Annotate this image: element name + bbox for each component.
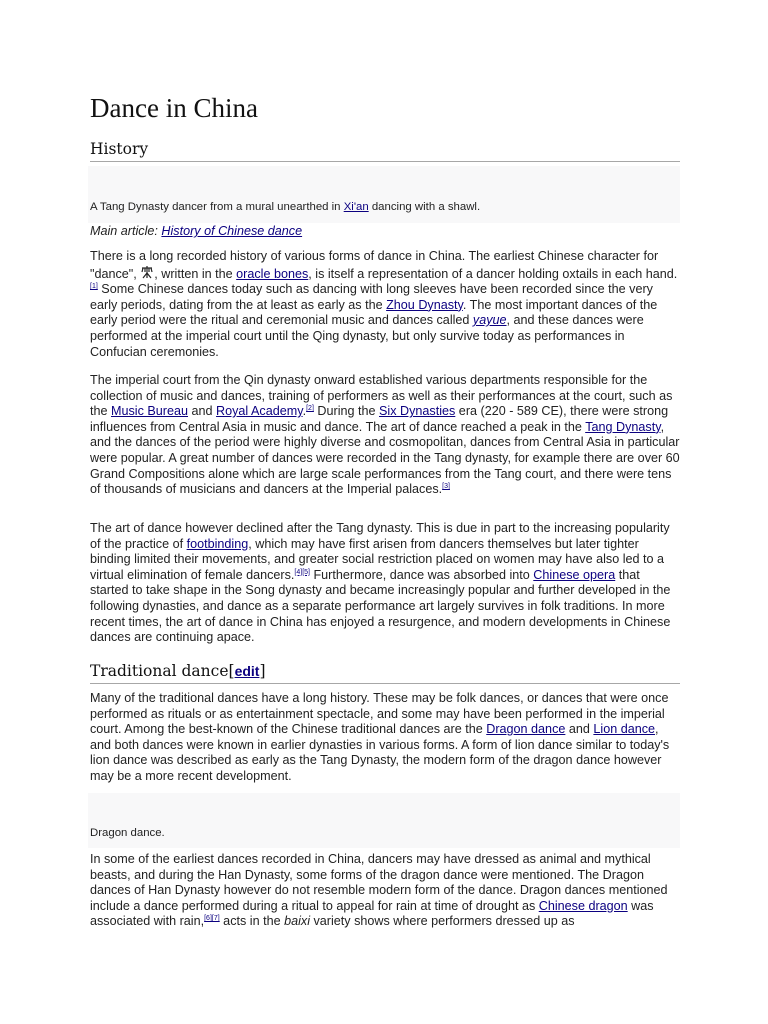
figure-caption: Dragon dance. [90, 827, 165, 839]
link-footbinding[interactable]: footbinding [186, 536, 249, 551]
reference-4-5[interactable]: [4][5] [294, 568, 310, 576]
link-zhou-dynasty[interactable]: Zhou Dynasty [386, 297, 463, 312]
link-yayue[interactable]: yayue [472, 313, 507, 328]
history-paragraph-1: There is a long recorded history of various forms of dance in China. The earliest Chinese character for "dance", , written in the oracle bones, is itself a representation of a dancer holding oxtails in each hand.[1] Some Chinese dances today such as dancing with long sleeves have been recorded since the very early periods, dating from the at least as early as the Zhou Dynasty. The most important dances of the early period were the ritual and ceremonial music and dances called yayue, and these dances were performed at the imperial court until the Qing dynasty, but only survive today as performances in Confucian ceremonies. [90, 249, 678, 359]
reference-6-7[interactable]: [6][7] [204, 915, 220, 923]
link-tang-dynasty[interactable]: Tang Dynasty [585, 419, 661, 434]
reference-1[interactable]: [1] [90, 283, 98, 291]
section-heading-traditional-dance: Traditional dance[edit] [90, 661, 680, 684]
link-history-of-chinese-dance[interactable]: History of Chinese dance [161, 224, 303, 238]
link-chinese-dragon[interactable]: Chinese dragon [538, 898, 628, 913]
traditional-paragraph-1: Many of the traditional dances have a long history. These may be folk dances, or dances that were once performed as rituals or as entertainment spectacle, and some may have been performed in the imperial court. Among the best-known of the Chinese traditional dances are the Dragon dance and Lion dance, and both dances were known in earlier dynasties in various forms. A form of lion dance similar to today's lion dance was described as early as the Tang Dynasty, the modern form of the dragon dance however may be a more recent development. [90, 691, 670, 783]
history-paragraph-3: The art of dance however declined after the Tang dynasty. This is due in part to the increasing popularity of the practice of footbinding, which may have first arisen from dancers themselves but later tighter binding limited their movements, and greater social restriction placed on women may have also led to a virtual elimination of female dancers.[4][5] Furthermore, dance was absorbed into Chinese opera that started to take shape in the Song dynasty and became increasingly popular and further developed in the following dynasties, and dance as a separate performance art largely survives in folk traditions. In more recent times, the art of dance in China has enjoyed a resurgence, and modern developments in Chinese dances are continuing apace. [90, 521, 671, 645]
traditional-paragraph-2: In some of the earliest dances recorded in China, dancers may have dressed as animal and mythical beasts, and during the Han Dynasty, some forms of the dragon dance were mentioned. The Dragon dances of Han Dynasty however do not resemble modern form of the dance. Dragon dances mentioned include a dance performed during a ritual to appeal for rain at time of drought as Chinese dragon was associated with rain,[6][7] acts in the baixi variety shows where performers dressed up as [90, 852, 668, 929]
link-six-dynasties[interactable]: Six Dynasties [379, 404, 456, 419]
figure-caption: A Tang Dynasty dancer from a mural unearthed in Xi'an dancing with a shawl. [90, 201, 481, 213]
link-xian[interactable]: Xi'an [343, 201, 369, 213]
link-lion-dance[interactable]: Lion dance [593, 722, 656, 737]
link-royal-academy[interactable]: Royal Academy [216, 404, 303, 419]
figure-tang-dancer [88, 166, 680, 223]
main-article-hatnote: Main article: History of Chinese dance [90, 224, 303, 238]
history-paragraph-2: The imperial court from the Qin dynasty onward established various departments responsible for the collection of music and dances, training of performers as well as their performances at the court, such as the Music Bureau and Royal Academy.[2] During the Six Dynasties era (220 - 589 CE), there were strong influences from Central Asia in music and dance. The art of dance reached a peak in the Tang Dynasty, and the dances of the period were highly diverse and cosmopolitan, dances from Central Asia in particular were popular. A great number of dances were recorded in the Tang dynasty, for example there are over 60 Grand Compositions alone which are large scale performances from the Tang court, and there were tens of thousands of musicians and dancers at the Imperial palaces.[3] [90, 373, 680, 497]
page-title: Dance in China [90, 93, 258, 123]
section-heading-history: History [90, 139, 680, 162]
edit-section-link[interactable]: edit [234, 663, 260, 679]
reference-2[interactable]: [2] [306, 405, 314, 413]
reference-3[interactable]: [3] [442, 483, 450, 491]
link-chinese-opera[interactable]: Chinese opera [533, 567, 616, 582]
link-oracle-bones[interactable]: oracle bones [236, 266, 309, 281]
figure-dragon-dance [88, 793, 680, 848]
link-music-bureau[interactable]: Music Bureau [111, 404, 189, 419]
oracle-bone-dance-glyph-icon [140, 265, 154, 279]
link-dragon-dance[interactable]: Dragon dance [486, 722, 566, 737]
